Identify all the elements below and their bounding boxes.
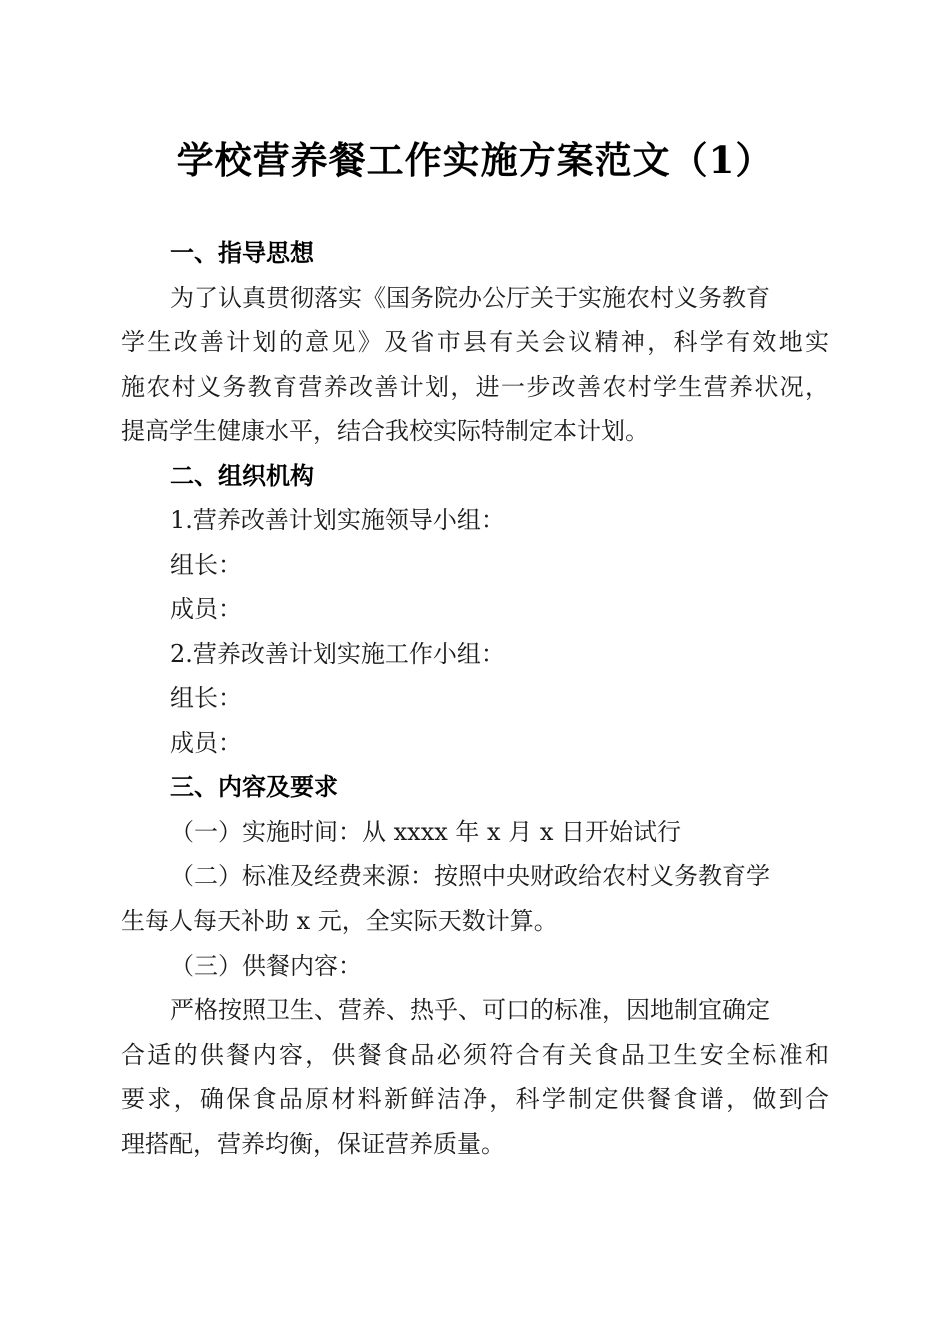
- paragraph-line: 合适的供餐内容，供餐食品必须符合有关食品卫生安全标准和: [121, 1041, 829, 1069]
- paragraph-line: 要求，确保食品原材料新鲜洁净，科学制定供餐食谱，做到合: [121, 1085, 829, 1113]
- list-item: 2.营养改善计划实施工作小组：: [170, 640, 505, 668]
- paragraph-line: （二）标准及经费来源：按照中央财政给农村义务教育学: [170, 862, 770, 890]
- paragraph-line: （三）供餐内容：: [170, 952, 362, 980]
- document-title: 学校营养餐工作实施方案范文（1）: [176, 138, 774, 182]
- list-item: 组长：: [170, 684, 242, 712]
- paragraph-line: 严格按照卫生、营养、热乎、可口的标准，因地制宜确定: [170, 996, 770, 1024]
- paragraph-line: （一）实施时间：从 xxxx 年 x 月 x 日开始试行: [170, 818, 681, 846]
- paragraph-line: 学生改善计划的意见》及省市县有关会议精神，科学有效地实: [121, 328, 829, 356]
- list-item: 组长：: [170, 551, 242, 579]
- section-heading-guiding-ideology: 一、指导思想: [170, 239, 314, 267]
- section-heading-content-requirements: 三、内容及要求: [170, 773, 338, 801]
- list-item: 成员：: [170, 595, 242, 623]
- section-heading-organization: 二、组织机构: [170, 462, 314, 490]
- paragraph-line: 施农村义务教育营养改善计划，进一步改善农村学生营养状况，: [121, 373, 829, 401]
- list-item: 成员：: [170, 729, 242, 757]
- paragraph-line: 生每人每天补助 x 元，全实际天数计算。: [121, 907, 558, 935]
- paragraph-line: 理搭配，营养均衡，保证营养质量。: [121, 1130, 505, 1158]
- paragraph-line: 为了认真贯彻落实《国务院办公厅关于实施农村义务教育: [170, 284, 770, 312]
- paragraph-line: 提高学生健康水平，结合我校实际特制定本计划。: [121, 417, 649, 445]
- list-item: 1.营养改善计划实施领导小组：: [170, 506, 505, 534]
